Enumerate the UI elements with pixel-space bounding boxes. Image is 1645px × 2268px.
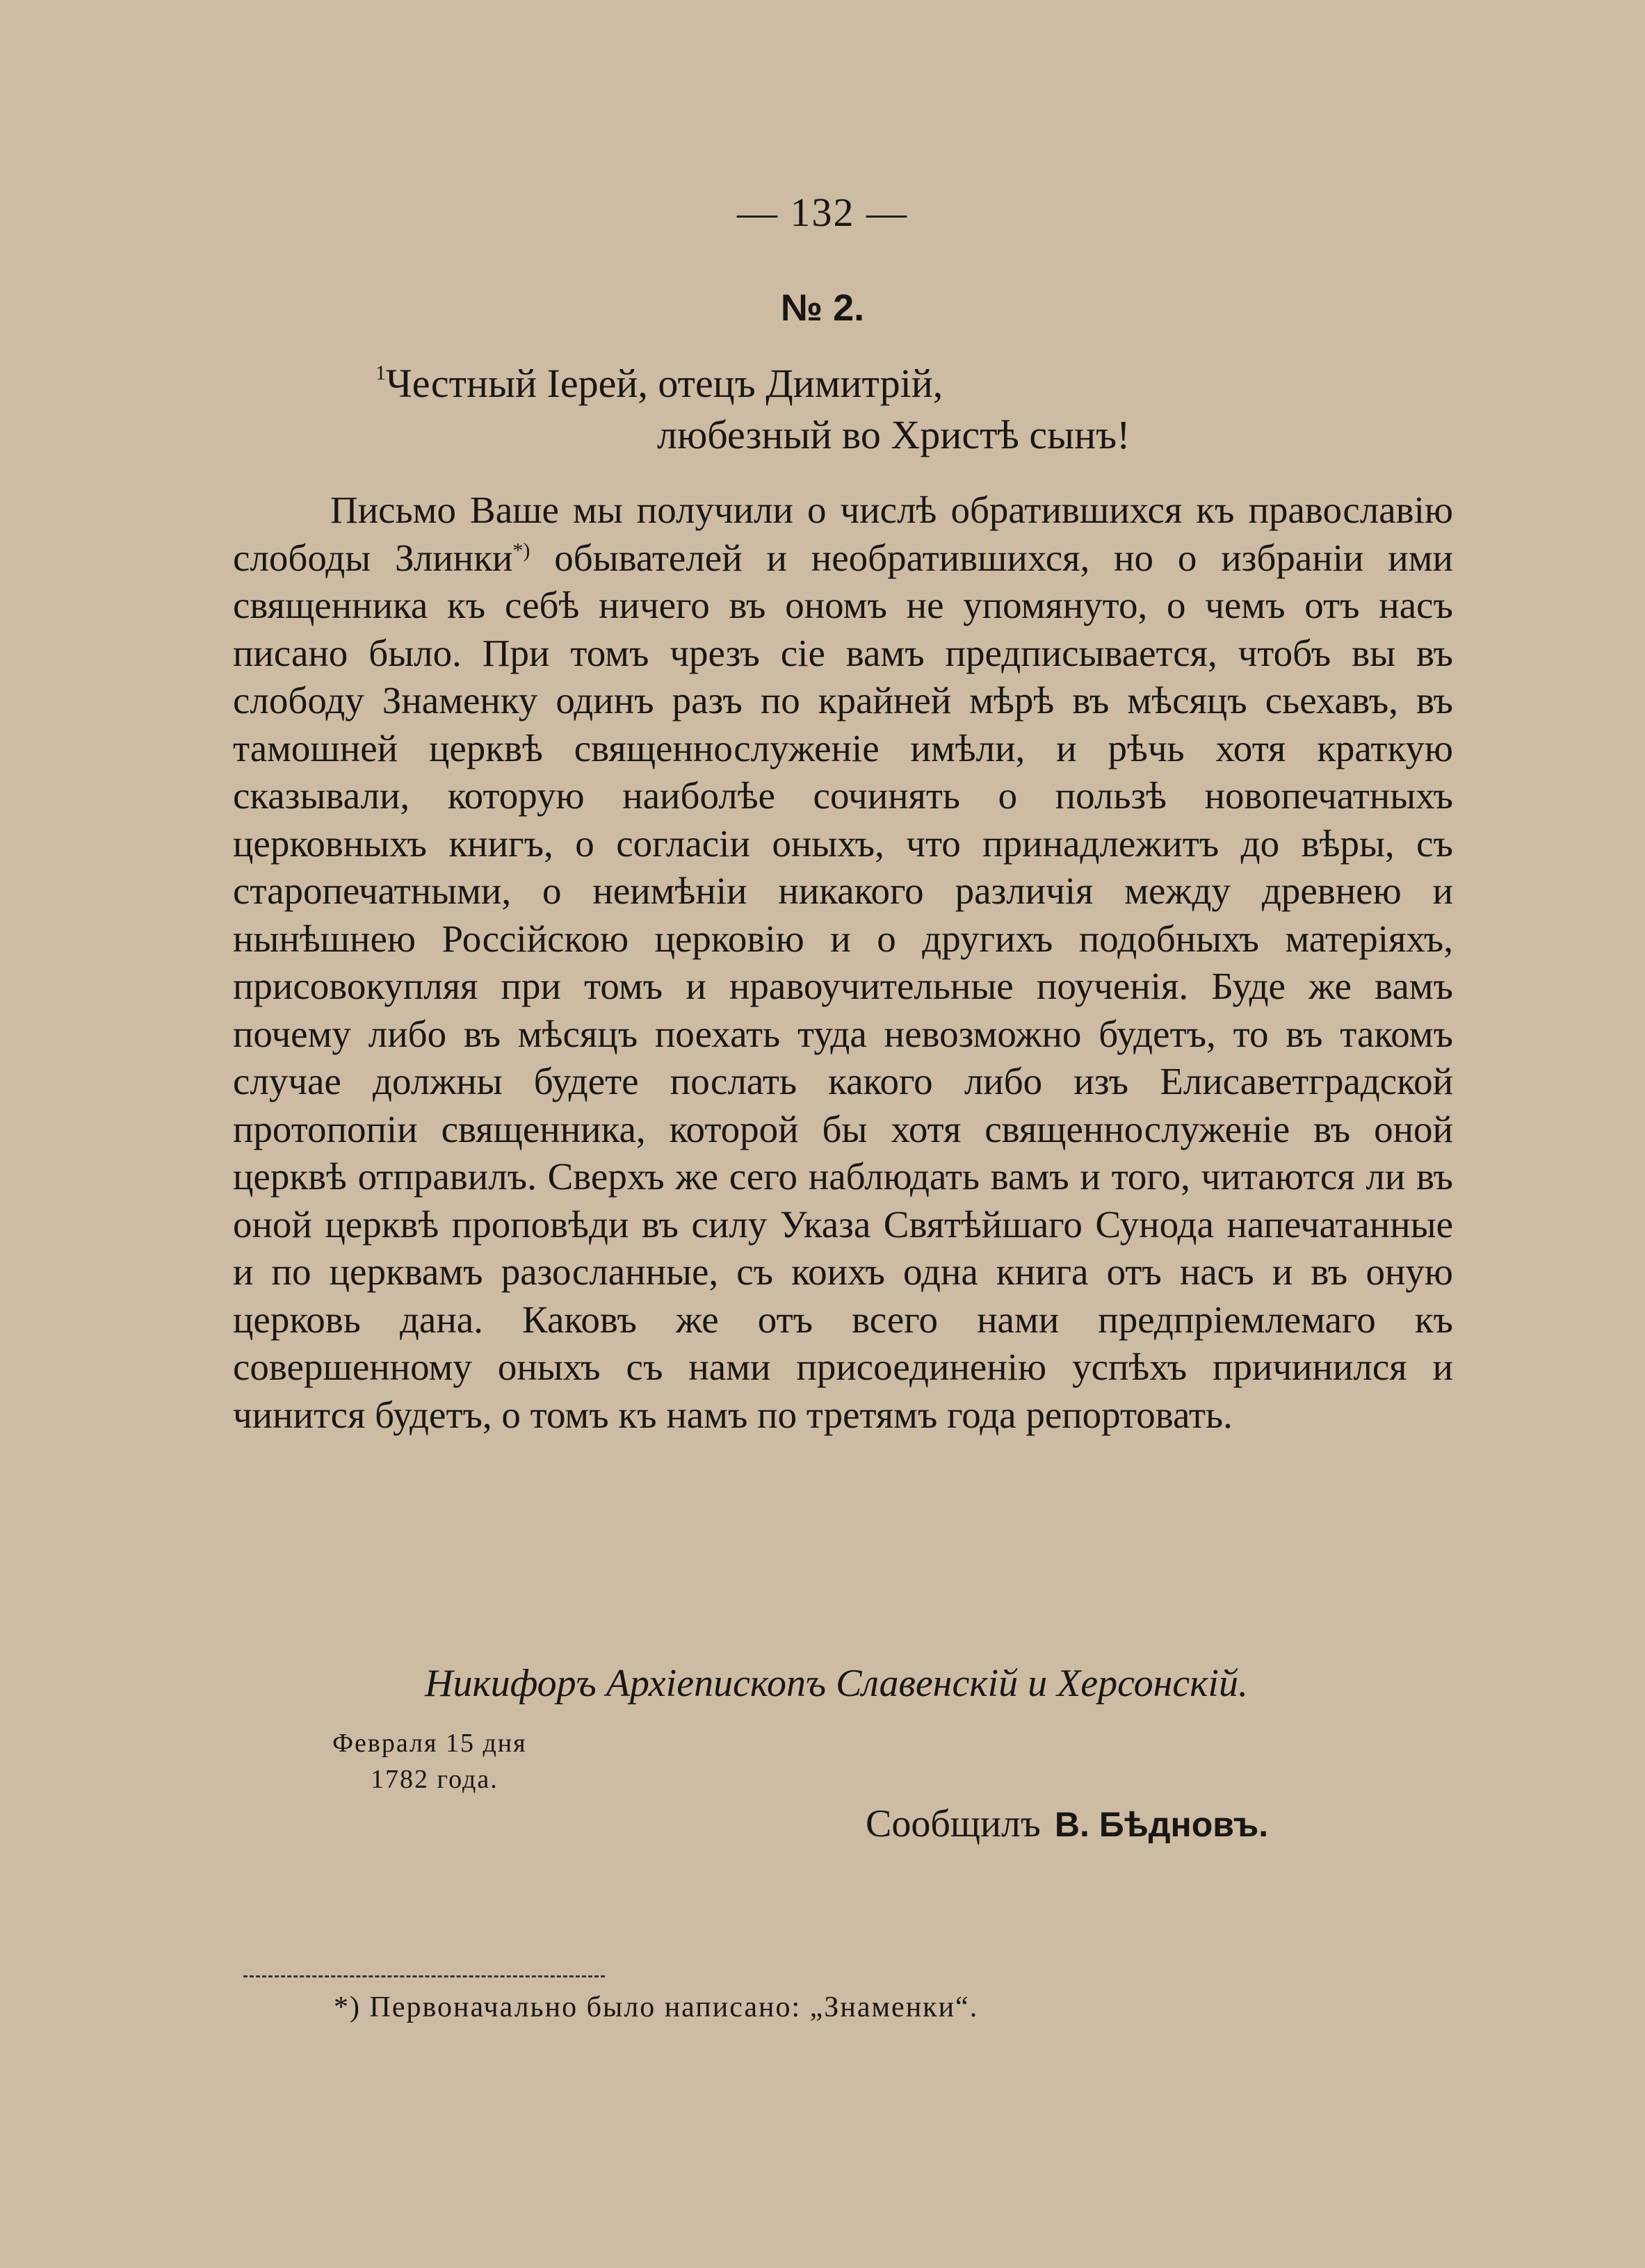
salutation-footnote-mark: 1 xyxy=(375,361,386,384)
salutation-line-2: любезный во Христѣ сынъ! xyxy=(657,412,1131,457)
communicated-name: В. Бѣдновъ. xyxy=(1054,1805,1269,1844)
salutation-line-1 xyxy=(375,360,943,407)
letter-body-part-2: обывателей и необратившихся, но о избраніи ими священника къ себѣ ничего въ ономъ не упомянуто, о чемъ отъ насъ писано было. При томъ чрезъ сіе вамъ предписывается, чтобъ вы въ слободу Знаменку одинъ разъ по крайней мѣрѣ въ мѣсяцъ сьехавъ, въ тамошней церквѣ священнослуженіе имѣли, и рѣчь хотя краткую сказывали, которую наиболѣе сочинять о пользѣ новопечатныхъ церковныхъ книгъ, о согласіи оныхъ, что принадлежитъ до вѣры, съ старопечатными, о неимѣніи никакого различія между древнею и нынѣшнею Россійскою церковію и о другихъ подобныхъ матеріяхъ, присовокупляя при томъ и нравоучительные поученія. Буде же вамъ почему либо въ мѣсяцъ поехать туда невозможно будетъ, то въ такомъ случае должны будете послать какого либо изъ Елисаветградской протопопіи священника, которой бы хотя священнослуженіе въ оной церквѣ отправилъ. Сверхъ же сего наблюдать вамъ и того, читаются ли въ оной церквѣ проповѣди въ силу Указа Святѣйшаго Сунода напечатанные и по церквамъ разосланные, съ коихъ одна книга отъ насъ и въ оную церковь дана. Каковъ же отъ всего нами предпріемлемаго къ совершенному оныхъ съ нами присоединенію успѣхъ причинился и чинится будетъ, о томъ къ намъ по третямъ года репортовать. xyxy=(233,536,1453,1436)
communicated-prefix: Сообщилъ xyxy=(866,1802,1041,1845)
letter-body xyxy=(233,487,1453,1439)
page-number: — 132 — xyxy=(737,190,908,235)
footnote: *) Первоначально было написано: „Знаменки“. xyxy=(334,1991,979,2023)
body-footnote-mark: *) xyxy=(512,539,530,562)
date-line-1: Февраля 15 дня xyxy=(332,1729,527,1758)
signature: Никифоръ Архіепископъ Славенскій и Херсонскій. xyxy=(425,1662,1248,1705)
date-line-2: 1782 года. xyxy=(371,1765,499,1794)
date-block xyxy=(332,1725,527,1797)
document-number: № 2. xyxy=(780,287,865,329)
letter-body-part-1: Письмо Ваше мы получили о числѣ обратившихся къ православію слободы Злинки xyxy=(233,489,1453,579)
salutation-text-1: Честный Іерей, отецъ Димитрій, xyxy=(386,361,943,406)
communicated-by xyxy=(866,1802,1268,1846)
footnote-divider xyxy=(243,1975,605,1977)
